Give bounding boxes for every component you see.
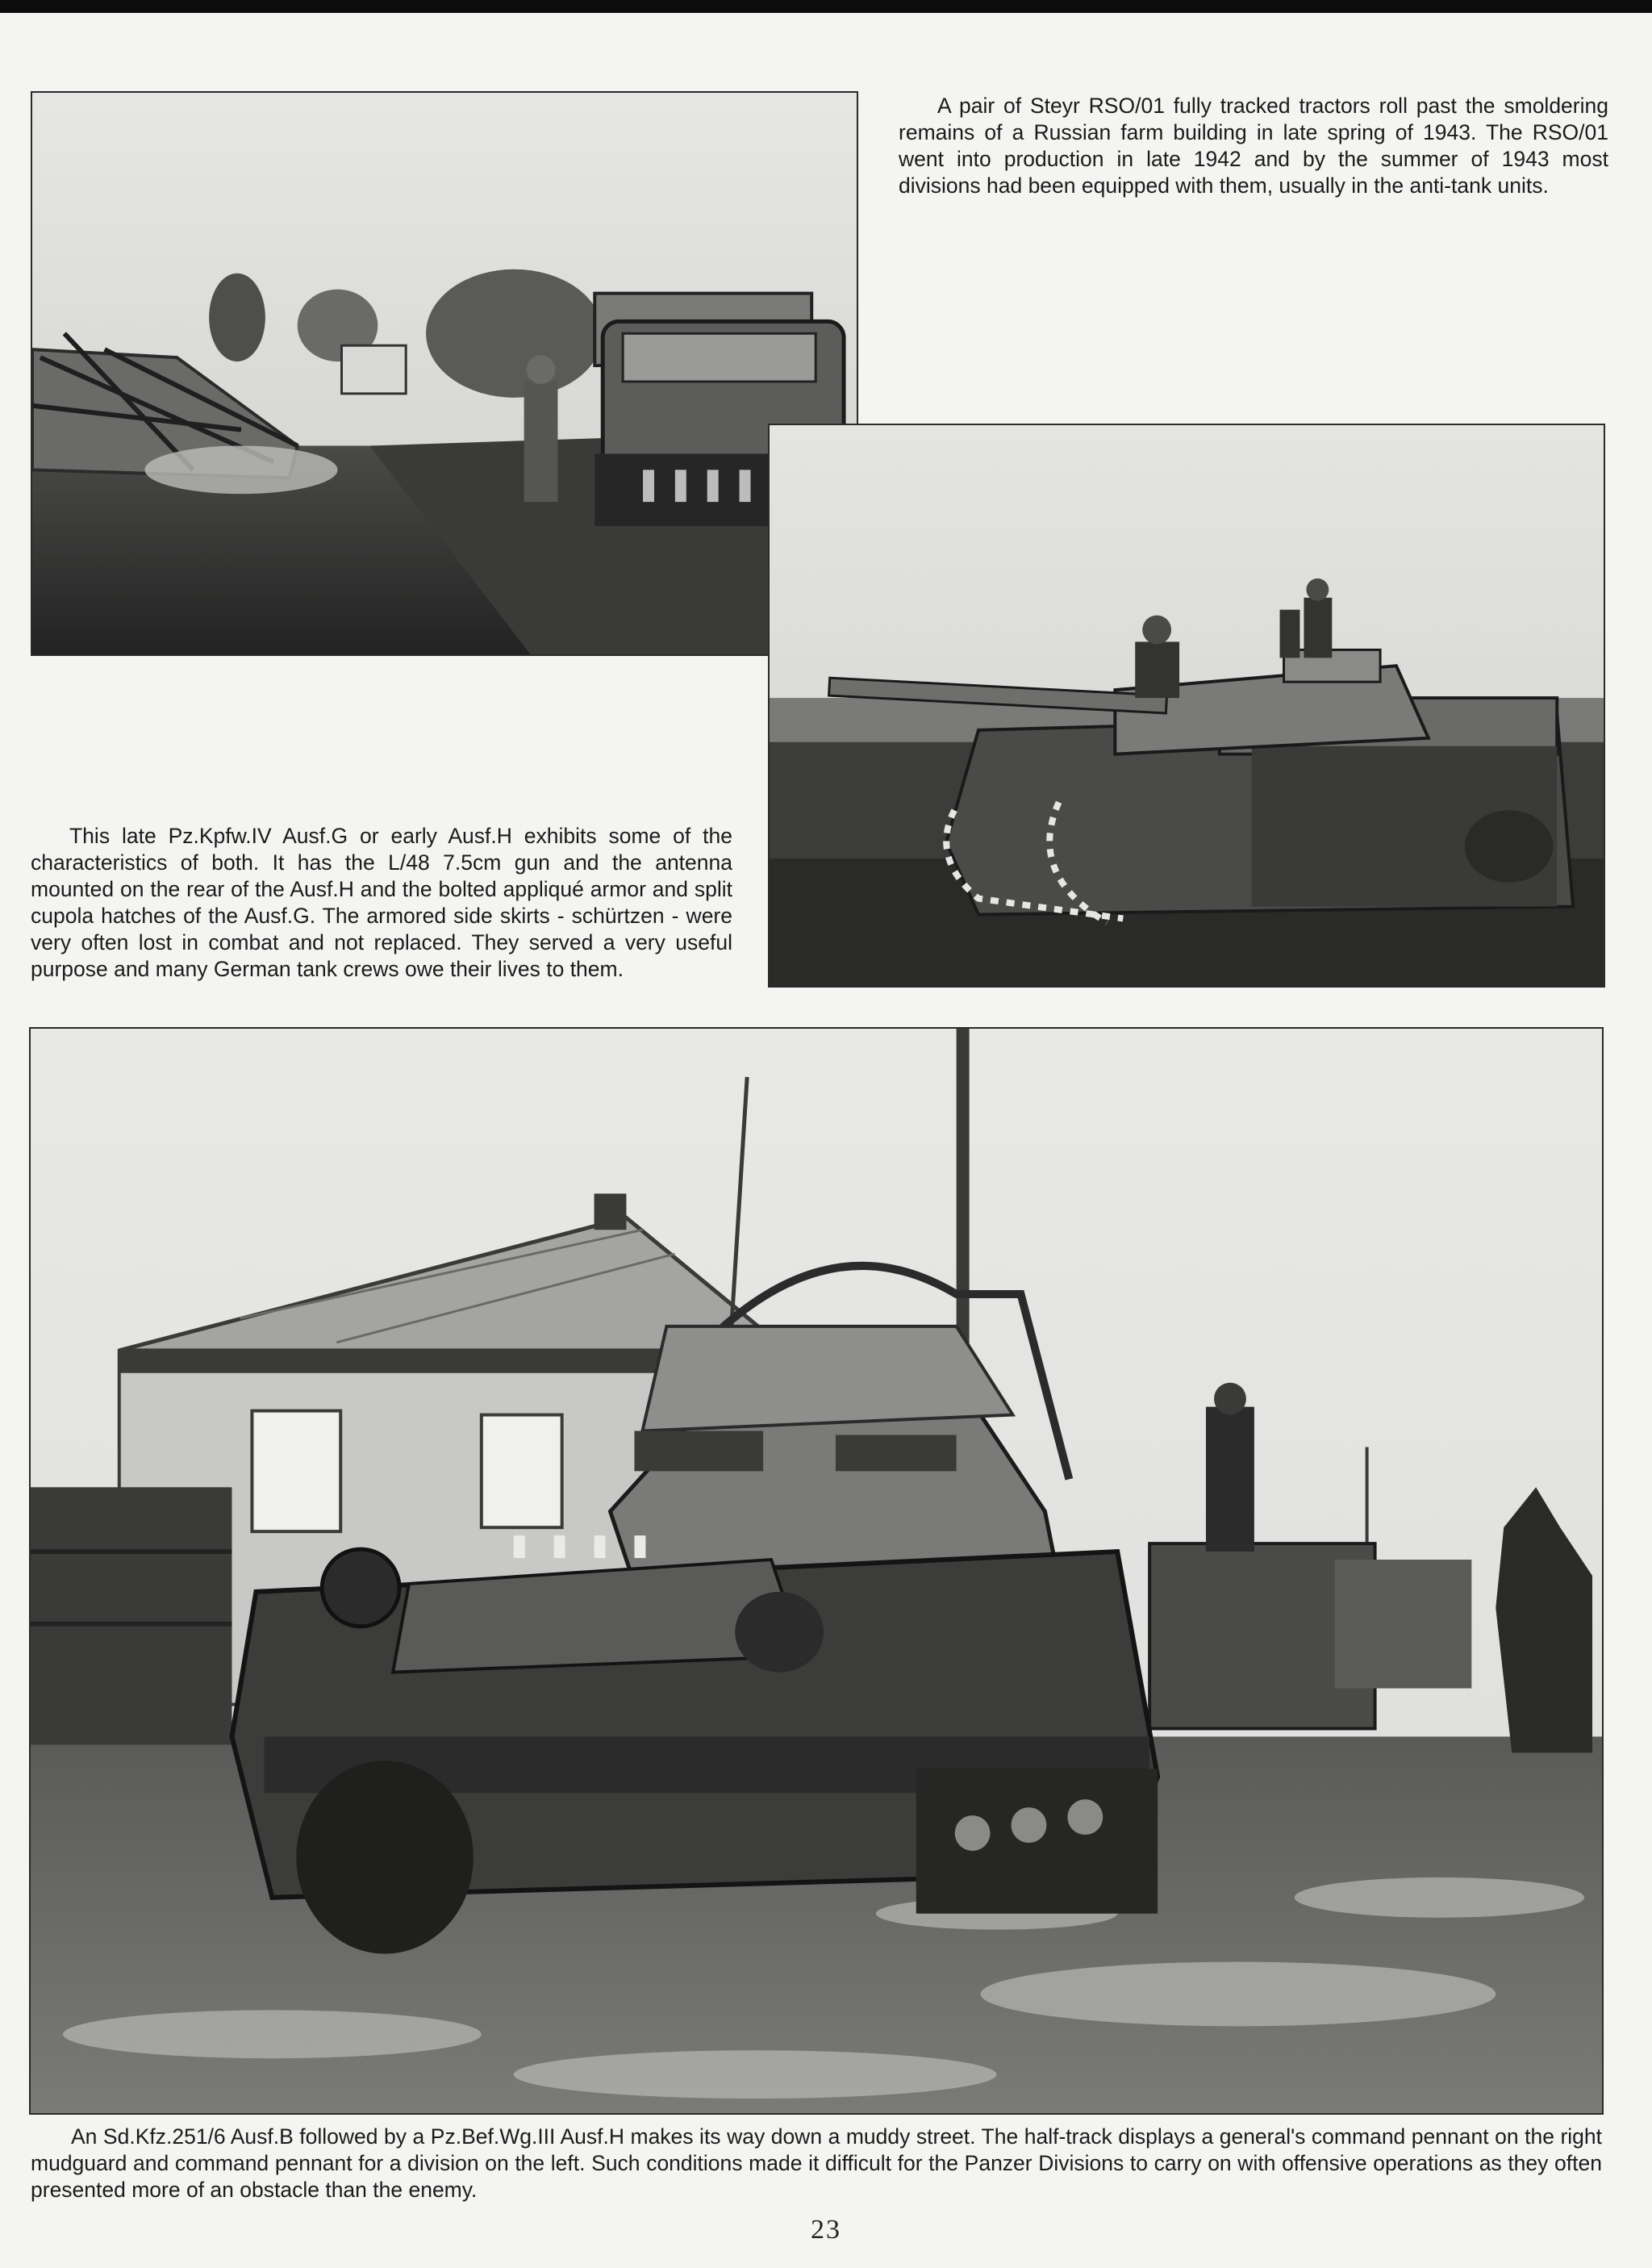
caption-panzer-iv	[31, 823, 732, 983]
caption-panzer-iv-text: This late Pz.Kpfw.IV Ausf.G or early Ausf.H exhibits some of the characteristics of both. It has the L/48 7.5cm gun and the antenna mounted on the rear of the Ausf.H and the bolted appliqué armor and split cupola hatches of the Ausf.G. The armored side skirts - schürtzen - were very often lost in combat and not replaced. They served a very useful purpose and many German tank crews owe their lives to them.	[31, 824, 732, 981]
page-top-border	[0, 0, 1652, 13]
page-number: 23	[811, 2215, 841, 2245]
photo-sdkfz-251	[29, 1027, 1604, 2115]
photo-panzer-iv	[768, 424, 1605, 988]
caption-sdkfz-251	[31, 2124, 1602, 2203]
caption-sdkfz-251-text: An Sd.Kfz.251/6 Ausf.B followed by a Pz.Bef.Wg.III Ausf.H makes its way down a muddy street. The half-track displays a general's command pennant on the right mudguard and command pennant for a division on the left. Such conditions made it difficult for the Panzer Divisions to carry on with offensive operations as they often presented more of an obstacle than the enemy.	[31, 2124, 1602, 2202]
caption-steyr-tractors-text: A pair of Steyr RSO/01 fully tracked tractors roll past the smoldering remains of a Russian farm building in late spring of 1943. The RSO/01 went into production in late 1942 and by the summer of 1943 most divisions had been equipped with them, usually in the anti-tank units.	[899, 94, 1608, 198]
caption-steyr-tractors	[899, 93, 1608, 199]
photo-steyr-tractors	[31, 91, 858, 656]
